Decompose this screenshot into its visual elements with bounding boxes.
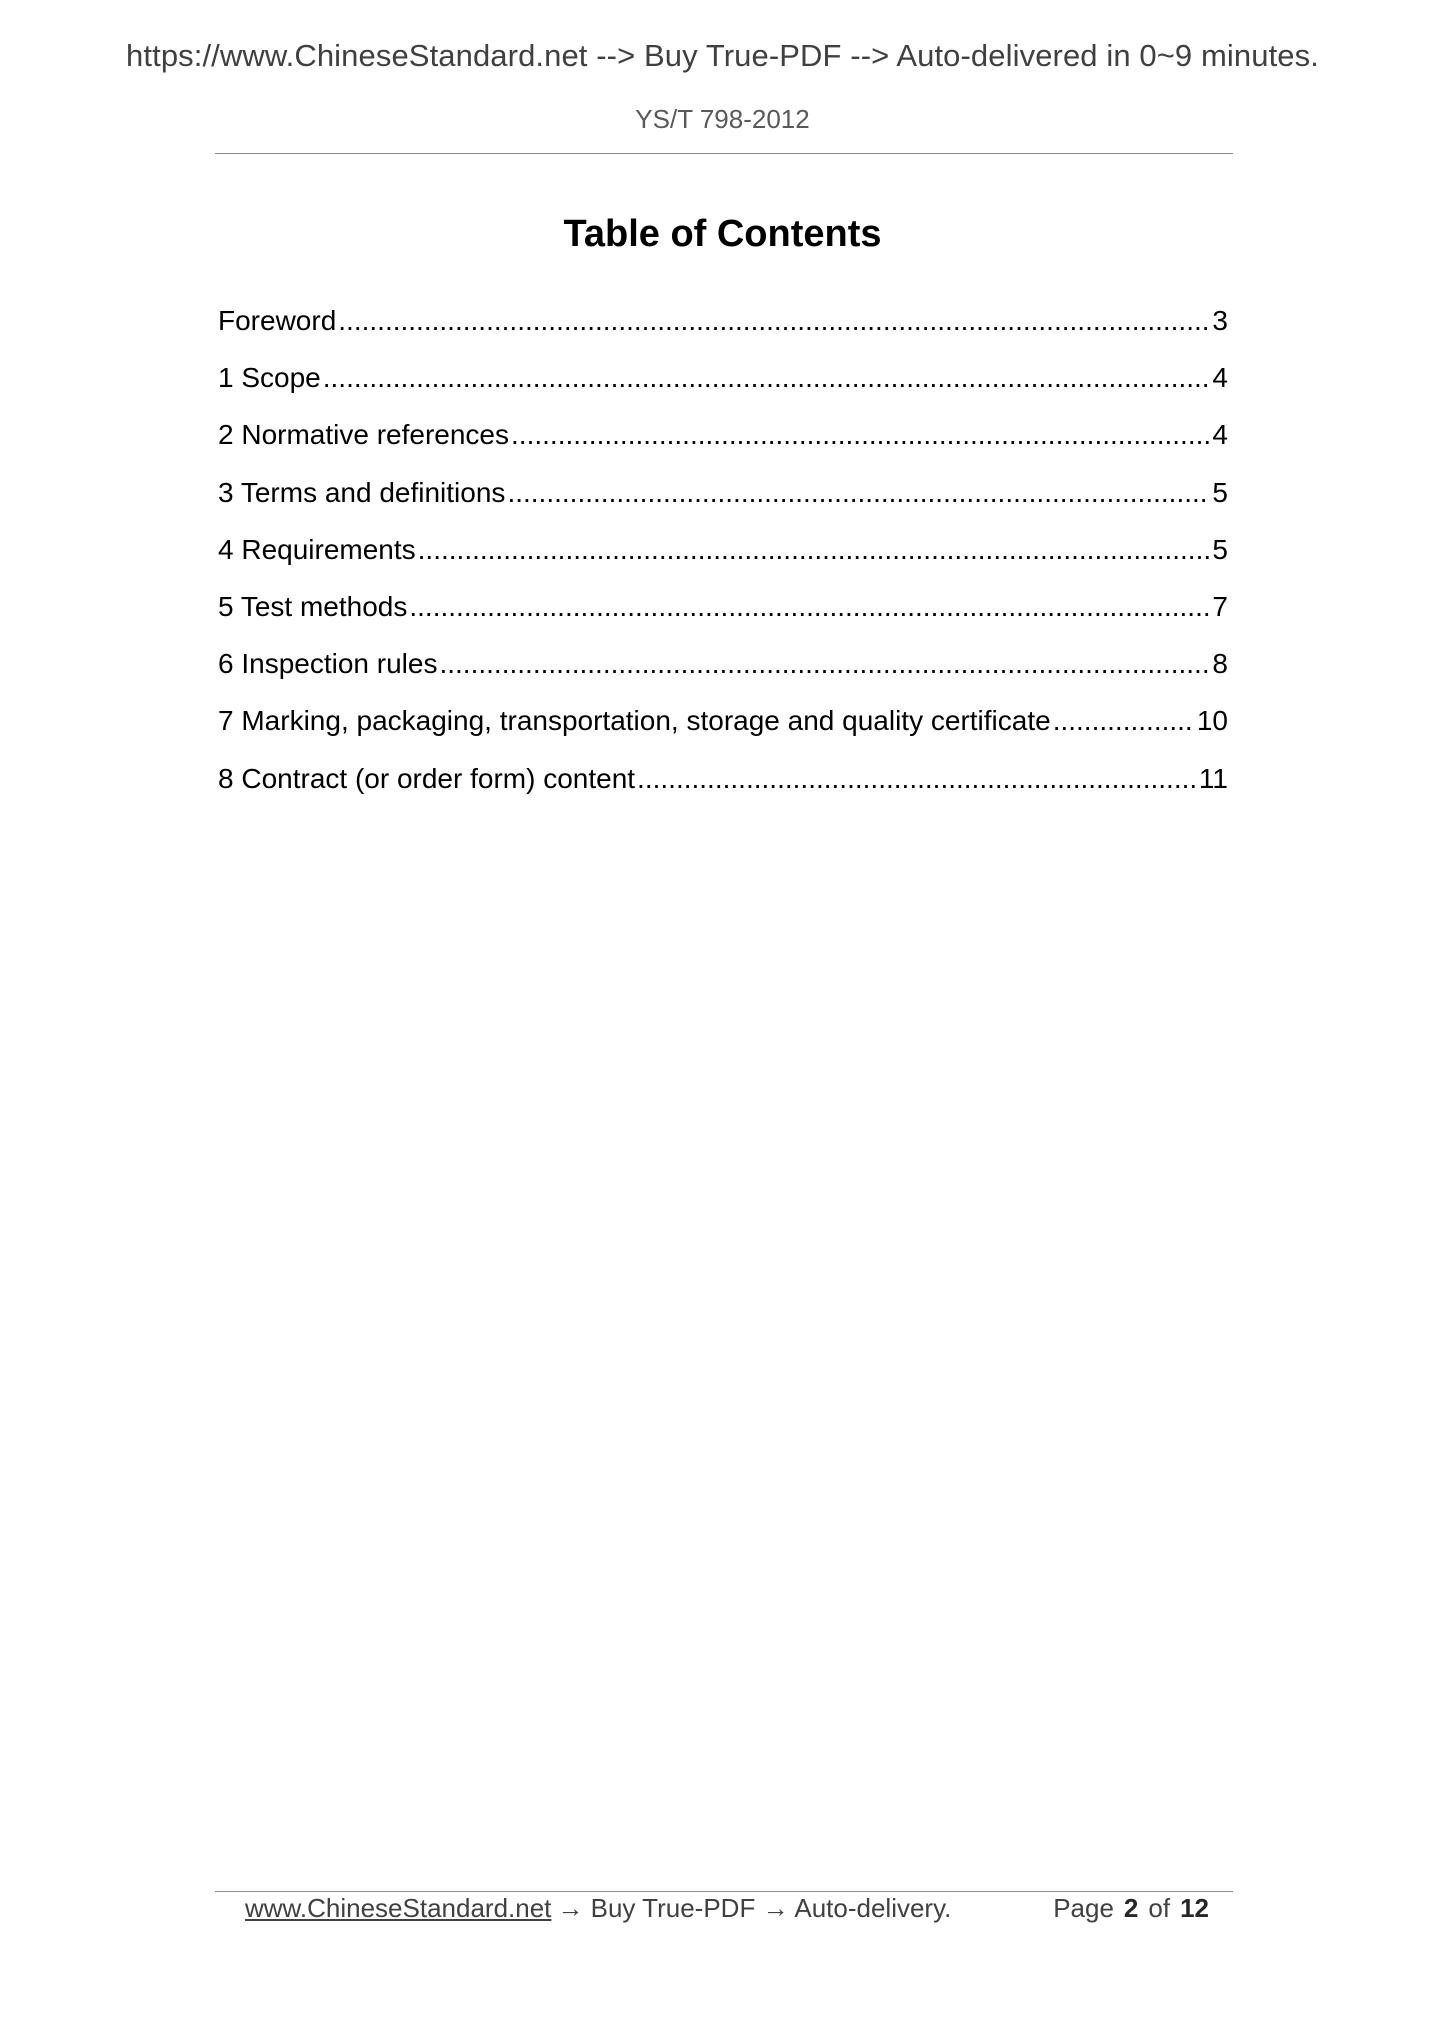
of-word: of [1148,1893,1171,1923]
toc-entry-page: 4 [1212,362,1228,394]
toc-entry-page: 4 [1212,419,1228,451]
toc-entry-page: 5 [1212,476,1228,508]
page-word: Page [1053,1893,1114,1923]
toc-entry-page: 3 [1212,305,1228,336]
toc-entry-inspection-rules[interactable] [218,644,1228,701]
toc-entry-label: 2 Normative references [218,419,510,451]
page-number [1053,1893,1209,1924]
toc-entry-label: 3 Terms and definitions [218,476,506,508]
toc-entry-terms-and-definitions[interactable] [218,473,1228,530]
toc-entry-label: 8 Contract (or order form) content [218,762,636,794]
toc-entry-label: Foreword [218,305,337,336]
toc-dot-leader [409,587,1210,627]
toc-entry-label: 4 Requirements [218,533,416,565]
toc-dot-leader [637,759,1197,799]
toc-entry-page: 5 [1212,533,1228,565]
toc-entry-scope[interactable] [218,358,1228,415]
toc-entry-page: 11 [1198,762,1228,794]
toc-dot-leader [338,301,1210,341]
toc-dot-leader [323,358,1211,398]
toc-entry-page: 10 [1196,705,1228,737]
toc-entry-label: 5 Test methods [218,590,408,622]
toc-entry-contract-content[interactable] [218,759,1228,816]
toc-dot-leader [1053,701,1195,741]
total-pages-number: 12 [1180,1893,1209,1923]
current-page-number: 2 [1123,1893,1139,1923]
header-divider [215,153,1233,154]
toc-entry-marking-packaging[interactable] [218,701,1228,758]
toc-dot-leader [418,530,1211,570]
footer-website-link[interactable]: www.ChineseStandard.net [245,1893,552,1923]
toc-entry-test-methods[interactable] [218,587,1228,644]
toc-dot-leader [507,473,1210,513]
toc-dot-leader [439,644,1210,684]
toc-entry-normative-references[interactable] [218,415,1228,472]
toc-entry-label: 1 Scope [218,362,321,394]
footer-tagline: → Buy True-PDF → Auto-delivery. [557,1893,952,1923]
toc-entry-page: 8 [1212,648,1228,680]
toc-list [218,301,1228,816]
toc-entry-foreword[interactable] [218,301,1228,358]
footer-divider [215,1891,1233,1892]
toc-entry-label: 6 Inspection rules [218,648,438,680]
toc-dot-leader [511,415,1210,455]
standard-code: YS/T 798-2012 [635,104,810,134]
top-banner: https://www.ChineseStandard.net --> Buy True-PDF --> Auto-delivered in 0~9 minutes. [126,38,1319,73]
toc-title: Table of Contents [563,213,882,255]
toc-entry-requirements[interactable] [218,530,1228,587]
toc-entry-label: 7 Marking, packaging, transportation, storage and quality certificate [218,705,1051,737]
toc-entry-page: 7 [1212,590,1228,622]
page-footer [245,1893,1215,1924]
